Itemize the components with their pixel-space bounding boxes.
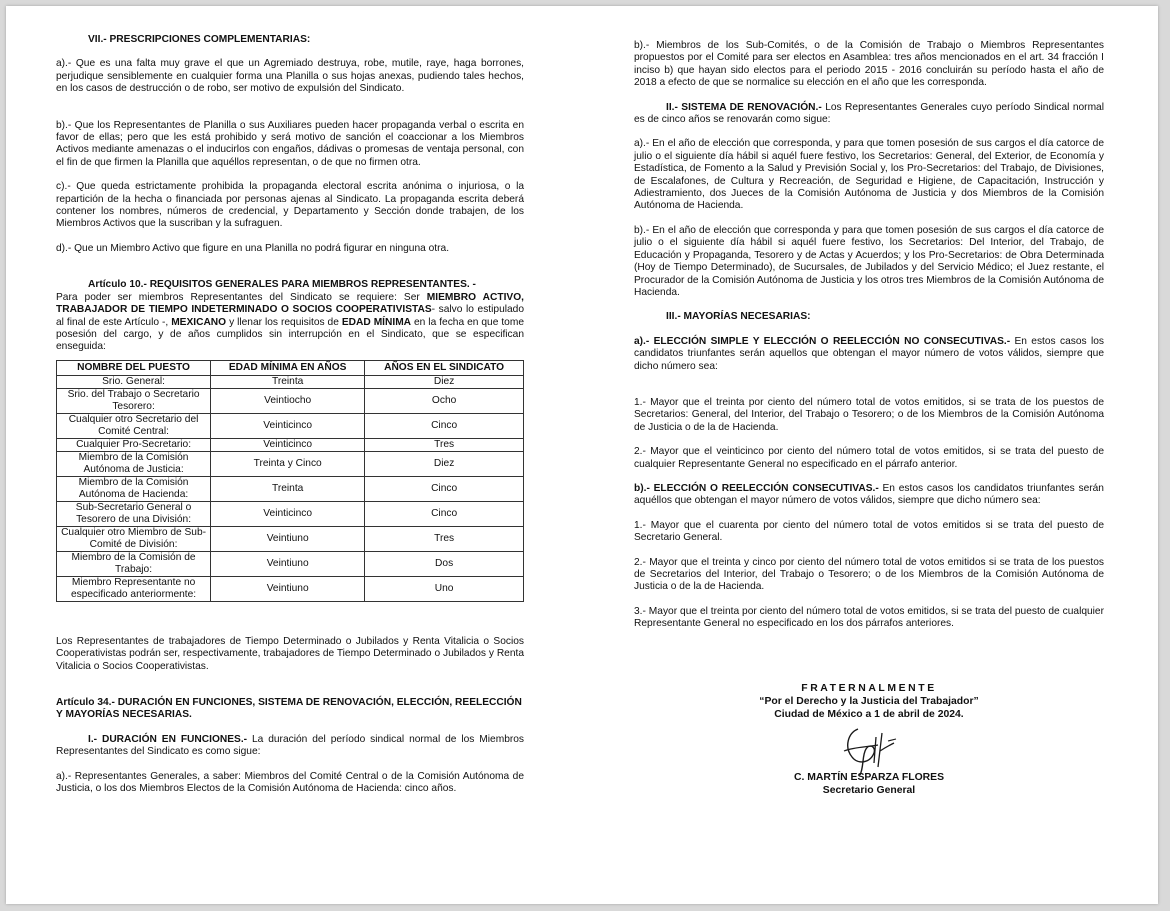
table-cell: Cinco <box>365 476 524 501</box>
table-cell: Veinticinco <box>211 438 365 451</box>
table-cell: Uno <box>365 576 524 601</box>
table-header-row <box>57 360 524 375</box>
table-header: NOMBRE DEL PUESTO <box>57 360 211 375</box>
right-column <box>634 40 1104 643</box>
table-cell: Treinta <box>211 375 365 388</box>
table-cell: Veintiuno <box>211 576 365 601</box>
section-ii-text: Los Representantes Generales cuyo período Sindical normal es de cinco años se renovarán como sigue: <box>634 101 1104 126</box>
article-10-bold-1: MIEMBRO ACTIVO, TRABAJADOR DE TIEMPO INDETERMINADO O SOCIOS COOPERATIVISTAS <box>56 291 524 316</box>
signature-block <box>634 682 1104 797</box>
table-row <box>57 413 524 438</box>
table-cell: Treinta <box>211 476 365 501</box>
section-iii-b-title: b).- ELECCIÓN O REELECCIÓN CONSECUTIVAS.- <box>634 482 879 494</box>
section-iii-b-2: 2.- Mayor que el treinta y cinco por ciento del número total de votos emitidos si se trata de los puestos de Secretarios del Interior, del Trabajo o Tesorero; o de los Miembros de la Comisión Autónoma de Justicia o de la de Hacienda. <box>634 556 1104 593</box>
section-ii-a: a).- En el año de elección que corresponda, y para que tomen posesión de sus cargos el día catorce de julio o el siguiente día hábil si aquél fuere festivo, los Secretarios: General, del Exterior, de Economía y Estadística, de Fomento a la Salud y Previsión Social y, los Pro-Secretarios: del Trabajo, de Divisiones, de Escalafones, de Cultura y Recreación, de Seguridad e Higiene, de Capacitación, Instrucción y Adiestramiento, dos Jueces de la Comisión Autónoma de Justicia y dos Miembros de la Comisión Autónoma de Hacienda. <box>634 138 1104 212</box>
table-cell: Tres <box>365 526 524 551</box>
section-ii <box>634 102 1104 127</box>
section-vii-d: d).- Que un Miembro Activo que figure en una Planilla no podrá figurar en ninguna otra. <box>56 242 450 254</box>
article-10-closing: Los Representantes de trabajadores de Tiempo Determinado o Jubilados y Renta Vitalicia o Socios Cooperativistas podrán ser, respectivamente, trabajadores de Tiempo Determinado o Jubilados y Renta Vitalicia o Socios Cooperativistas. <box>56 635 524 672</box>
table-cell: Diez <box>365 451 524 476</box>
section-iii-b-text: En estos casos los candidatos triunfantes serán aquéllos que obtengan el mayor número de votos válidos, siempre que dicho número sea: <box>634 482 1104 507</box>
signatory-role: Secretario General <box>822 785 916 796</box>
table-row <box>57 476 524 501</box>
section-vii-c: c).- Que queda estrictamente prohibida la propaganda electoral escrita anónima o injuriosa, o la repartición de la hecha o financiada por personas ajenas al Sindicato. La propaganda escrita deberá contener los nombres, números de credencial, y Departamento y Sección donde trabajen, de los Miembros Activos que la suscriban y la sufraguen. <box>56 181 524 230</box>
section-vii-a: a).- Que es una falta muy grave el que un Agremiado destruya, robe, mutile, raye, haga borrones, perjudique sensiblemente en cualquier forma una Planilla o sus hojas anexas, pudiendo tales hechos, en los casos de destrucción o de robo, ser motivo de expulsión del Sindicato. <box>56 58 524 95</box>
table-cell: Cinco <box>365 501 524 526</box>
table-row <box>57 551 524 576</box>
section-vii-title: VII.- PRESCRIPCIONES COMPLEMENTARIAS: <box>88 34 311 45</box>
table-header: AÑOS EN EL SINDICATO <box>365 360 524 375</box>
section-iii-title: III.- MAYORÍAS NECESARIAS: <box>666 311 811 323</box>
section-iii-a-1: 1.- Mayor que el treinta por ciento del número total de votos emitidos, si se trata de los puestos de Secretarios: General, del Interior, del Trabajo o Tesorero; o de los Miembros de la Comisión Autónoma de Justicia o de la de Hacienda. <box>634 396 1104 433</box>
table-cell: Cinco <box>365 413 524 438</box>
section-vii-b: b).- Que los Representantes de Planilla o sus Auxiliares pueden hacer propaganda verbal o escrita en favor de ellas; pero que les está prohibido y será motivo de sanción el coaccionar a los Miembros Activos mediante amenazas o el inducirlos con engaños, dádivas o promesas de ventaja personal, con el fin de que firmen la Planilla que aquéllos representan, o de que no firmen otra. <box>56 119 524 168</box>
signatory-name: C. MARTÍN ESPARZA FLORES <box>793 772 945 783</box>
article-34-i-a: a).- Representantes Generales, a saber: Miembros del Comité Central o de la Comisión Autónoma de Justicia, o los dos Miembros Electos de la Comisión Autónoma de Hacienda: cinco años. <box>56 770 524 794</box>
article-34-i-title: I.- DURACIÓN EN FUNCIONES.- <box>88 733 248 745</box>
motto: “Por el Derecho y la Justicia del Trabajador” <box>759 696 979 707</box>
article-34-i <box>56 734 524 759</box>
section-iii-b-1: 1.- Mayor que el cuarenta por ciento del número total de votos emitidos si se trata del puesto de Secretario General. <box>634 519 1104 544</box>
table-cell: Veinticinco <box>211 413 365 438</box>
section-iii-a <box>634 336 1104 373</box>
article-10-title: Artículo 10.- REQUISITOS GENERALES PARA MIEMBROS REPRESENTANTES. - <box>88 279 476 291</box>
section-ii-b: b).- En el año de elección que corresponda y para que tomen posesión de sus cargos el día catorce de julio o el siguiente día hábil si aquél fuere festivo, los Secretarios: Del Interior, del Trabajo, de Educación y Propaganda, Tesorero y de Actas y Acuerdos; y los Pro-Secretarios: de Obra Determinada (Hoy de Tiempo Determinado), de Sucursales, de Jubilados y del Servicio Médico; el Juez restante, el Procurador de la Comisión Autónoma de Justicia y los otros tres Miembros de la Comisión Autónoma de Hacienda. <box>634 224 1104 298</box>
article-10-bold-3: EDAD MÍNIMA <box>341 316 412 328</box>
table-row <box>57 576 524 601</box>
table-cell: Cualquier otro Secretario del Comité Central: <box>57 413 211 438</box>
table-cell: Miembro de la Comisión Autónoma de Justicia: <box>57 451 211 476</box>
document-page <box>6 6 1158 904</box>
table-cell: Tres <box>365 438 524 451</box>
article-10-text-1: Para poder ser miembros Representantes del Sindicato se requiere: Ser <box>56 291 420 303</box>
section-iii-a-title: a).- ELECCIÓN SIMPLE Y ELECCIÓN O REELECCIÓN NO CONSECUTIVAS.- <box>634 335 1011 347</box>
table-cell: Miembro de la Comisión de Trabajo: <box>57 551 211 576</box>
table-cell: Cualquier Pro-Secretario: <box>57 438 211 451</box>
table-header: EDAD MÍNIMA EN AÑOS <box>211 360 365 375</box>
table-row <box>57 451 524 476</box>
table-row <box>57 526 524 551</box>
closing-word: FRATERNALMENTE <box>801 683 937 694</box>
table-row <box>57 388 524 413</box>
article-10-text-3: y llenar los requisitos de <box>229 316 339 328</box>
section-iii-a-text: En estos casos los candidatos triunfantes serán aquellos que obtengan el mayor número de votos válidos, siempre que dicho número sea: <box>634 335 1104 372</box>
table-cell: Veinticinco <box>211 501 365 526</box>
table-cell: Srio. General: <box>57 375 211 388</box>
table-row <box>57 501 524 526</box>
section-iii-b <box>634 483 1104 508</box>
requirements-table <box>56 360 524 602</box>
table-cell: Veintiuno <box>211 551 365 576</box>
table-cell: Srio. del Trabajo o Secretario Tesorero: <box>57 388 211 413</box>
article-34-title: Artículo 34.- DURACIÓN EN FUNCIONES, SISTEMA DE RENOVACIÓN, ELECCIÓN, REELECCIÓN Y MAYORÍAS NECESARIAS. <box>56 696 522 721</box>
table-row <box>57 375 524 388</box>
table-cell: Dos <box>365 551 524 576</box>
table-cell: Cualquier otro Miembro de Sub-Comité de División: <box>57 526 211 551</box>
table-body <box>57 375 524 601</box>
table-cell: Veintiuno <box>211 526 365 551</box>
article-10-text-2: - salvo lo estipulado al final de este Artículo -, <box>56 304 524 328</box>
place-date: Ciudad de México a 1 de abril de 2024. <box>774 709 964 720</box>
table-cell: Treinta y Cinco <box>211 451 365 476</box>
table-cell: Miembro Representante no especificado anteriormente: <box>57 576 211 601</box>
table-cell: Veintiocho <box>211 388 365 413</box>
article-10-bold-2: MEXICANO <box>171 316 227 328</box>
table-cell: Miembro de la Comisión Autónoma de Hacienda: <box>57 476 211 501</box>
table-cell: Diez <box>365 375 524 388</box>
table-cell: Sub-Secretario General o Tesorero de una División: <box>57 501 211 526</box>
left-column <box>56 34 524 807</box>
section-ii-title: II.- SISTEMA DE RENOVACIÓN.- <box>666 101 822 113</box>
section-i-b: b).- Miembros de los Sub-Comités, o de la Comisión de Trabajo o Miembros Representantes propuestos por el Comité para ser electos en Asamblea: tres años mencionados en el art. 34 fracción I inciso b) que hayan sido electos para el periodo 2015 - 2016 concluirán su período hasta el año de 2018 a efecto de que se normalice su elección en el año que les corresponda. <box>634 40 1104 89</box>
table-row <box>57 438 524 451</box>
article-10-text-4: en la fecha en que tome posesión del cargo, y de años cumplidos sin interrupción en el Sindicato, que se especifican enseguida: <box>56 316 524 353</box>
table-cell: Ocho <box>365 388 524 413</box>
section-iii-a-2: 2.- Mayor que el veinticinco por ciento del número total de votos emitidos, si se trata del puesto de cualquier Representante General no especificado en el párrafo anterior. <box>634 446 1104 470</box>
article-10-paragraph <box>56 292 524 354</box>
article-34-i-text: La duración del período sindical normal de los Miembros Representantes del Sindicato es como sigue: <box>56 733 525 758</box>
section-iii-b-3: 3.- Mayor que el treinta por ciento del número total de votos emitidos, si se trata del puesto de cualquier Representante General no especificado en los dos párrafos anteriores. <box>634 605 1104 630</box>
